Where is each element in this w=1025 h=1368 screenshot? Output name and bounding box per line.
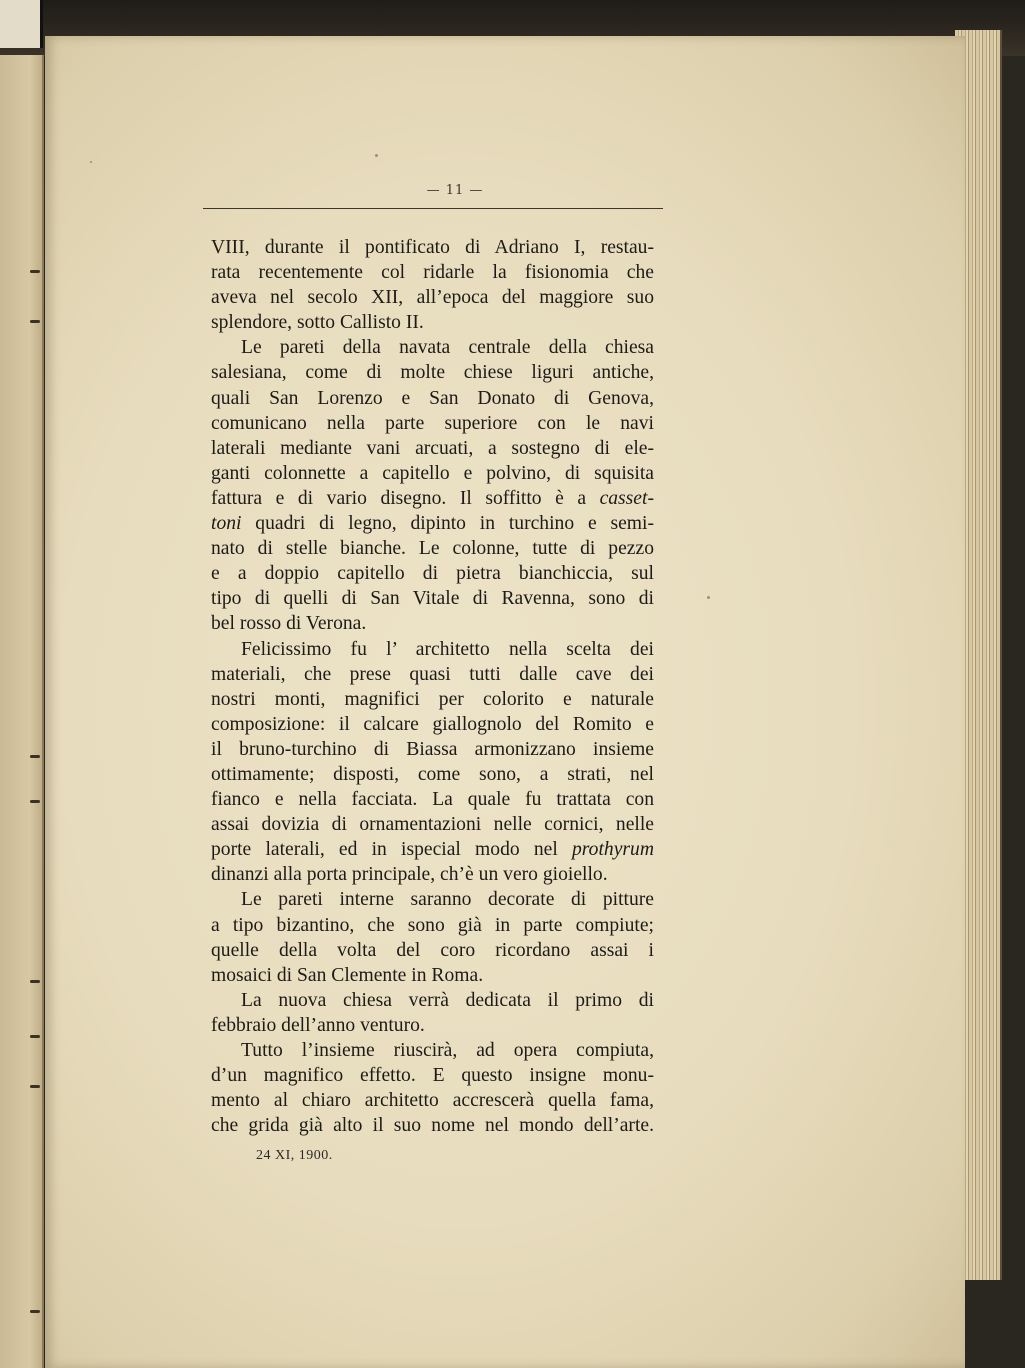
italic-word: prothyrum bbox=[571, 839, 654, 861]
text-line: Le pareti interne saranno decorate di pitture bbox=[241, 889, 654, 911]
text-line: quelle della volta del coro ricordano assai i bbox=[211, 939, 654, 961]
text-line: ganti colonnette a capitello e polvino, di squisita bbox=[211, 462, 654, 484]
dateline: 24 XI, 1900. bbox=[256, 1148, 333, 1163]
text-line: fianco e nella facciata. La quale fu trattata con bbox=[211, 789, 654, 811]
text-line: assai dovizia di ornamentazioni nelle cornici, nelle bbox=[211, 814, 654, 836]
text-line: La nuova chiesa verrà dedicata il primo di bbox=[241, 989, 654, 1011]
paper-spot bbox=[90, 161, 92, 163]
header-rule bbox=[203, 208, 663, 209]
text-fragment: fattura e di vario disegno. Il soffitto è a bbox=[211, 487, 587, 509]
text-line: composizione: il calcare giallognolo del Romito e bbox=[211, 713, 654, 735]
italic-word: toni bbox=[211, 513, 242, 535]
text-fragment: porte laterali, ed in ispecial modo nel bbox=[211, 839, 558, 861]
text-fragment: quadri di legno, dipinto in turchino e semi- bbox=[241, 513, 654, 535]
text-line: splendore, sotto Callisto II. bbox=[211, 312, 424, 334]
text-line: a tipo bizantino, che sono già in parte compiute; bbox=[211, 914, 654, 936]
body-text bbox=[211, 235, 654, 1138]
text-line: il bruno-turchino di Biassa armonizzano insieme bbox=[211, 738, 654, 760]
adjacent-left-page-edge bbox=[0, 55, 44, 1368]
page-number: — 11 — bbox=[426, 183, 484, 198]
text-line: materiali, che prese quasi tutti dalle cave dei bbox=[211, 663, 654, 685]
archive-tab bbox=[0, 0, 43, 48]
text-line: mosaici di San Clemente in Roma. bbox=[211, 964, 484, 986]
italic-word: casset- bbox=[599, 487, 654, 509]
text-line: nostri monti, magnifici per colorito e naturale bbox=[211, 688, 654, 710]
text-line: VIII, durante il pontificato di Adriano I, restau- bbox=[211, 237, 654, 258]
text-line: d’un magnifico effetto. E questo insigne monu- bbox=[211, 1065, 654, 1087]
text-line: mento al chiaro architetto accrescerà quella fama, bbox=[211, 1090, 654, 1112]
text-line: che grida già alto il suo nome nel mondo dell’arte. bbox=[211, 1115, 654, 1137]
text-line bbox=[211, 486, 654, 511]
text-line: tipo di quelli di San Vitale di Ravenna, sono di bbox=[211, 588, 654, 610]
text-line: Tutto l’insieme riuscirà, ad opera compiuta, bbox=[241, 1040, 654, 1061]
text-line: febbraio dell’anno venturo. bbox=[211, 1014, 425, 1036]
book-page bbox=[45, 36, 965, 1368]
text-line: e a doppio capitello di pietra bianchiccia, sul bbox=[211, 563, 654, 585]
text-line: nato di stelle bianche. Le colonne, tutte di pezzo bbox=[211, 538, 654, 560]
text-line bbox=[211, 511, 654, 536]
text-line: rata recentemente col ridarle la fisionomia che bbox=[211, 262, 654, 284]
text-line: dinanzi alla porta principale, ch’è un vero gioiello. bbox=[211, 864, 608, 886]
text-line: comunicano nella parte superiore con le navi bbox=[211, 412, 654, 434]
text-line: salesiana, come di molte chiese liguri antiche, bbox=[211, 362, 654, 384]
text-line: Felicissimo fu l’ architetto nella scelta dei bbox=[241, 638, 654, 660]
text-line: bel rosso di Verona. bbox=[211, 613, 367, 635]
text-line: ottimamente; disposti, come sono, a strati, nel bbox=[211, 763, 654, 785]
text-line: laterali mediante vani arcuati, a sostegno di ele- bbox=[211, 437, 654, 459]
paper-spot bbox=[375, 154, 378, 157]
text-line: aveva nel secolo XII, all’epoca del maggiore suo bbox=[211, 287, 654, 309]
text-line: quali San Lorenzo e San Donato di Genova, bbox=[211, 387, 654, 409]
paper-spot bbox=[707, 596, 710, 599]
text-line: Le pareti della navata centrale della chiesa bbox=[241, 337, 654, 359]
text-line bbox=[211, 837, 654, 862]
